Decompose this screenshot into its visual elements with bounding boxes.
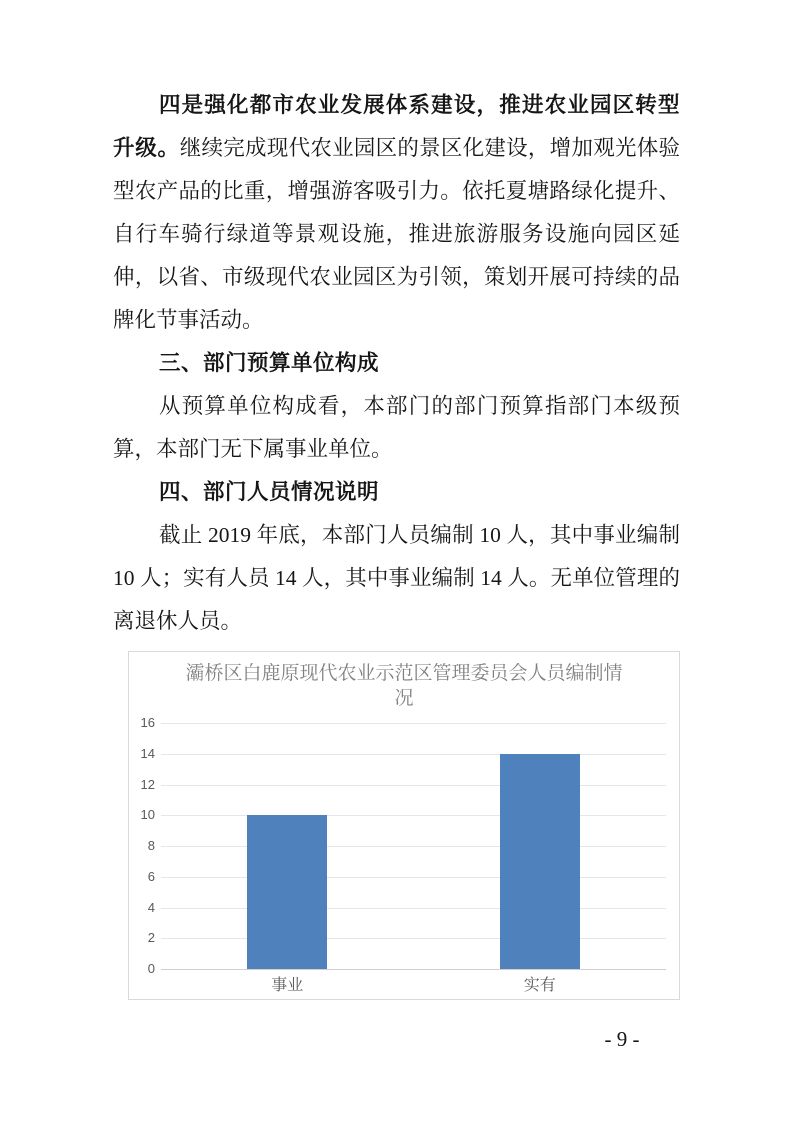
personnel-bar-chart <box>128 651 680 1000</box>
gridline <box>161 846 666 847</box>
y-axis-tick-label: 16 <box>140 715 155 730</box>
gridline <box>161 723 666 724</box>
heading-personnel: 四、部门人员情况说明 <box>159 480 380 504</box>
paragraph-development <box>113 84 680 342</box>
y-axis-tick-label: 8 <box>147 838 155 853</box>
gridline <box>161 938 666 939</box>
paragraph-development-rest: 继续完成现代农业园区的景区化建设，增加观光体验型农产品的比重，增强游客吸引力。依托夏塘路绿化提升、自行车骑行绿道等景观设施，推进旅游服务设施向园区延伸，以省、市级现代农业园区为引领，策划开展可持续的品牌化节事活动。 <box>113 136 680 332</box>
paragraph-personnel: 截止 2019 年底，本部门人员编制 10 人，其中事业编制 10 人；实有人员 14 人，其中事业编制 14 人。无单位管理的离退休人员。 <box>113 523 680 633</box>
x-axis-category-label: 实有 <box>523 977 556 994</box>
document-body <box>113 84 680 643</box>
x-axis-line <box>161 969 666 970</box>
page-number: - 9 - <box>604 1027 640 1051</box>
paragraph-development-lead: 四是强化都市农业发展体系建设，推进农业园区转型升级。 <box>113 93 680 160</box>
gridline <box>161 908 666 909</box>
paragraph-budget-units: 从预算单位构成看，本部门的部门预算指部门本级预算，本部门无下属事业单位。 <box>113 394 680 461</box>
bar <box>500 754 580 969</box>
y-axis-tick-label: 6 <box>147 868 155 884</box>
x-axis-category-label: 事业 <box>271 977 304 994</box>
gridline <box>161 785 666 786</box>
y-axis-tick-label: 2 <box>147 930 155 946</box>
chart-title: 灞桥区白鹿原现代农业示范区管理委员会人员编制情况 <box>185 663 623 709</box>
heading-budget-units: 三、部门预算单位构成 <box>159 351 380 375</box>
bar <box>247 815 327 969</box>
y-axis-tick-label: 12 <box>140 776 155 792</box>
y-axis-tick-label: 4 <box>147 899 155 915</box>
y-axis-tick-label: 14 <box>140 745 155 761</box>
gridline <box>161 754 666 755</box>
y-axis-tick-label: 0 <box>147 961 155 976</box>
gridline <box>161 877 666 878</box>
y-axis-tick-label: 10 <box>140 807 155 823</box>
gridline <box>161 815 666 816</box>
